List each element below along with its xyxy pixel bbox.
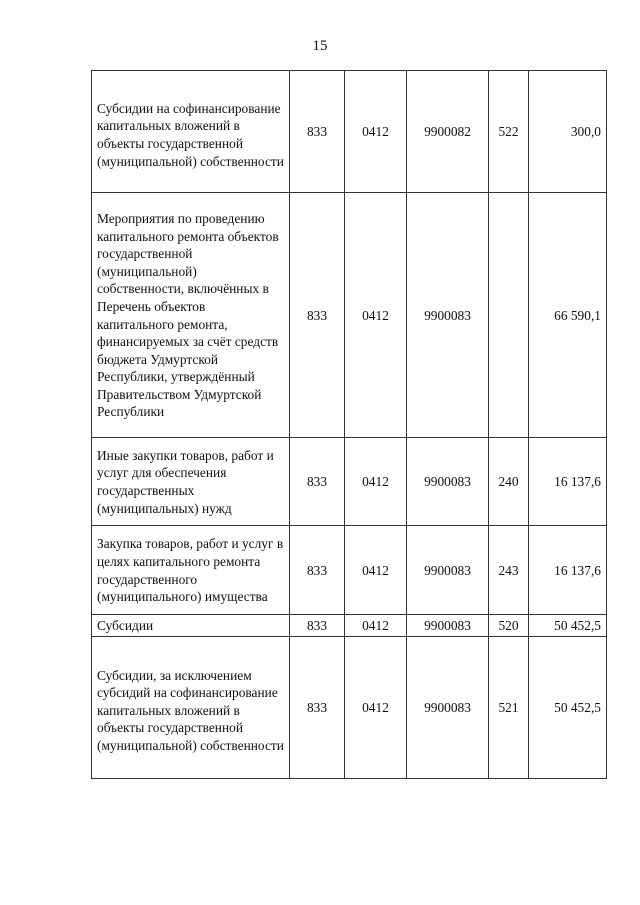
ministry-code: 833	[290, 615, 345, 637]
section-code: 0412	[345, 636, 407, 778]
type-code: 520	[489, 615, 529, 637]
ministry-code: 833	[290, 71, 345, 193]
amount: 16 137,6	[529, 526, 607, 615]
table-row	[92, 193, 607, 438]
type-code	[489, 193, 529, 438]
row-name: Субсидии на софинансирование капитальных вложений в объекты государственной (муниципальной) собственности	[92, 71, 290, 193]
table-row	[92, 438, 607, 526]
row-name: Субсидии, за исключением субсидий на софинансирование капитальных вложений в объекты государственной (муниципальной) собственности	[92, 636, 290, 778]
section-code: 0412	[345, 526, 407, 615]
section-code: 0412	[345, 438, 407, 526]
amount: 50 452,5	[529, 615, 607, 637]
section-code: 0412	[345, 193, 407, 438]
ministry-code: 833	[290, 526, 345, 615]
table-row	[92, 636, 607, 778]
ministry-code: 833	[290, 636, 345, 778]
section-code: 0412	[345, 71, 407, 193]
target-code: 9900083	[407, 193, 489, 438]
type-code: 521	[489, 636, 529, 778]
target-code: 9900082	[407, 71, 489, 193]
row-name: Субсидии	[92, 615, 290, 637]
type-code: 240	[489, 438, 529, 526]
row-name: Мероприятия по проведению капитального ремонта объектов государственной (муниципальной) собственности, включённых в Перечень объектов капитального ремонта, финансируемых за счёт средств бюджета Удмуртской Республики, утверждённый Правительством Удмуртской Республики	[92, 193, 290, 438]
type-code: 243	[489, 526, 529, 615]
table-row	[92, 526, 607, 615]
budget-table	[91, 70, 607, 779]
section-code: 0412	[345, 615, 407, 637]
table-row	[92, 615, 607, 637]
ministry-code: 833	[290, 438, 345, 526]
amount: 50 452,5	[529, 636, 607, 778]
target-code: 9900083	[407, 615, 489, 637]
table-row	[92, 71, 607, 193]
amount: 16 137,6	[529, 438, 607, 526]
target-code: 9900083	[407, 636, 489, 778]
amount: 66 590,1	[529, 193, 607, 438]
target-code: 9900083	[407, 526, 489, 615]
type-code: 522	[489, 71, 529, 193]
row-name: Закупка товаров, работ и услуг в целях капитального ремонта государственного (муниципального) имущества	[92, 526, 290, 615]
amount: 300,0	[529, 71, 607, 193]
target-code: 9900083	[407, 438, 489, 526]
page-number: 15	[312, 38, 328, 54]
row-name: Иные закупки товаров, работ и услуг для обеспечения государственных (муниципальных) нужд	[92, 438, 290, 526]
ministry-code: 833	[290, 193, 345, 438]
